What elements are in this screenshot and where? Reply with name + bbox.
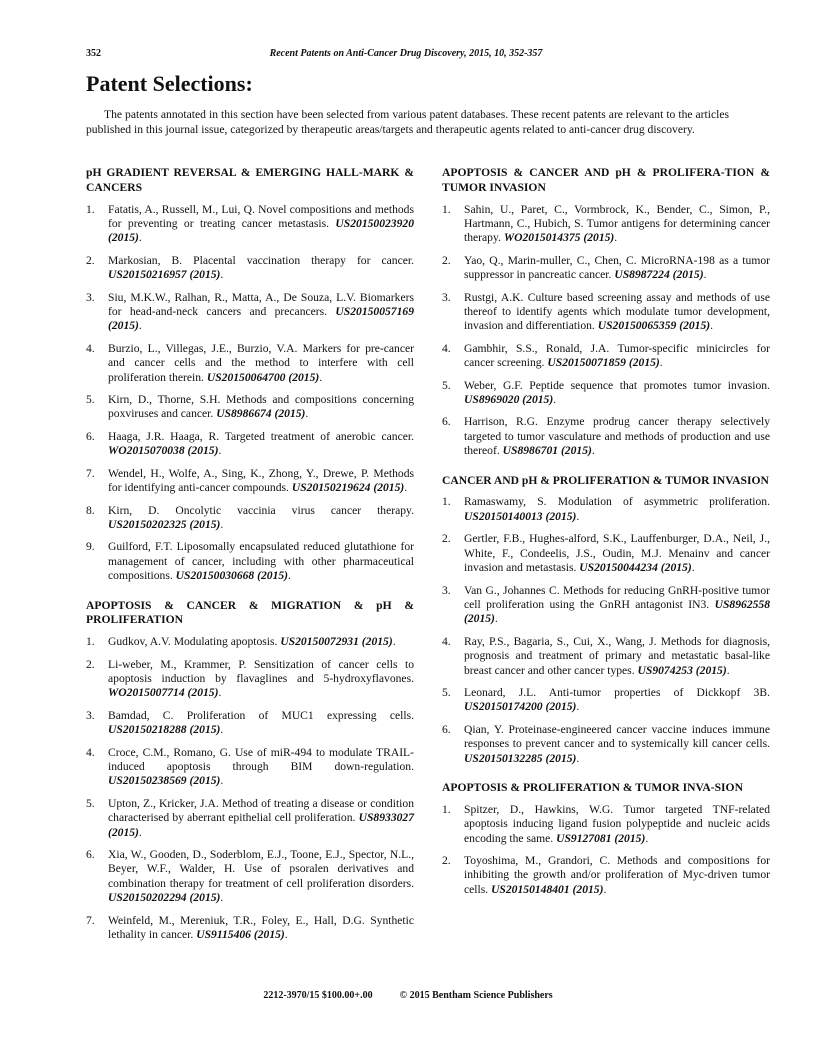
patent-number: US20150044234 (2015) [579,561,692,575]
entry-number: 2. [442,854,451,867]
entry-number: 5. [442,685,451,699]
patent-number: US20150202325 (2015) [108,517,221,531]
entry-citation: Harrison, R.G. Enzyme prodrug cancer therapy selectively targeted to tumor vasculature and methods of production and use thereof. [464,415,770,458]
entry-number: 3. [86,708,95,722]
patent-number: US8962558 (2015) [464,597,771,626]
patent-number: US20150238569 (2015) [108,774,221,788]
running-header [86,48,726,62]
issn-price: 2212-3970/15 $100.00+.00 [263,990,373,1001]
entry-number: 5. [442,378,451,392]
patent-entry: 1. Sahin, U., Paret, C., Vormbrock, K., Bender, C., Simon, P., Hartmann, C., Hubich, S. Tumor antigens for determining cancer therapy. WO2015014375 (2015). [442,202,770,245]
entry-citation: Upton, Z., Kricker, J.A. Method of treating a disease or condition characterised by aberrant epithelial cell proliferation. [108,796,414,825]
patent-number: US20150057169 (2015) [108,305,414,333]
patent-entry: 5. Upton, Z., Kricker, J.A. Method of treating a disease or condition characterised by aberrant epithelial cell proliferation. US8933027 (2015). [86,796,415,839]
patent-entry: 4. Croce, C.M., Romano, G. Use of miR-494 to modulate TRAIL-induced apoptosis through BIM down-regulation. US20150238569 (2015). [86,745,414,788]
entry-citation: Croce, C.M., Romano, G. Use of miR-494 to modulate TRAIL-induced apoptosis through BIM down-regulation. [108,745,414,773]
entry-number: 1. [86,202,95,216]
page-number: 352 [86,48,101,59]
patent-number: US9127081 (2015) [556,831,646,845]
patent-entry: 7. Wendel, H., Wolfe, A., Sing, K., Zhong, Y., Drewe, P. Methods for identifying anti-cancer compounds. US20150219624 (2015). [86,466,414,495]
page-title: Patent Selections: [86,71,253,96]
patent-number: US20150216957 (2015) [108,268,221,282]
entry-number: 4. [86,341,95,355]
entry-citation: Wendel, H., Wolfe, A., Sing, K., Zhong, Y., Drewe, P. Methods for identifying anti-cancer compounds. [108,466,414,495]
section-heading: APOPTOSIS & CANCER & MIGRATION & pH & PROLIFERATION [86,598,414,627]
patent-number: US8986701 (2015) [502,444,592,458]
patent-number: US20150218288 (2015) [108,723,221,737]
entry-citation: Weinfeld, M., Mereniuk, T.R., Foley, E., Hall, D.G. Synthetic lethality in cancer. [108,913,414,942]
right-column [442,166,770,912]
patent-number: US20150174200 (2015) [464,700,577,714]
patent-entry: 2. Li-weber, M., Krammer, P. Sensitization of cancer cells to apoptosis induction by flavaglines and 5-hydroxyflavones. WO2015007714 (2015). [86,657,414,700]
entry-number: 4. [442,634,451,648]
patent-number: US20150148401 (2015) [491,882,604,896]
patent-number: US20150064700 (2015) [206,370,320,384]
patent-section [86,166,414,584]
entry-citation: Li-weber, M., Krammer, P. Sensitization of cancer cells to apoptosis induction by flavaglines and 5-hydroxyflavones. [108,657,414,685]
entry-number: 9. [86,540,95,554]
entry-number: 1. [442,495,451,509]
patent-entry: 6. Qian, Y. Proteinase-engineered cancer vaccine induces immune responses to prevent cancer and to systemically kill cancer cells. US20150132285 (2015). [442,722,770,765]
patent-number: WO2015070038 (2015) [108,444,219,458]
entry-citation: Ray, P.S., Bagaria, S., Cui, X., Wang, J. Methods for diagnosis, prognosis and treatment of primary and metastatic basal-like breast cancer and other cancer types. [464,634,770,677]
entry-number: 6. [442,722,451,736]
patent-section [86,599,414,943]
entry-number: 4. [442,341,451,355]
patent-number: US20150072931 (2015) [280,635,393,649]
entry-citation: Gambhir, S.S., Ronald, J.A. Tumor-specific minicircles for cancer screening. [464,341,770,370]
patent-list [86,635,414,942]
entry-number: 5. [86,796,95,810]
patent-entry: 3. Rustgi, A.K. Culture based screening assay and methods of use thereof to identify agents which modulate tumor development, invasion and differentiation. US20150065359 (2015). [442,290,770,333]
patent-section [442,474,770,766]
patent-entry: 2. Toyoshima, M., Grandori, C. Methods and compositions for inhibiting the growth and/or proliferation of Myc-driven tumor cells. US20150148401 (2015). [442,854,770,896]
patent-entry: 8. Kirn, D. Oncolytic vaccinia virus cancer therapy. US20150202325 (2015). [86,503,414,531]
entry-citation: Fatatis, A., Russell, M., Lui, Q. Novel compositions and methods for preventing or treating cancer metastasis. [108,202,414,230]
entry-number: 3. [442,583,451,597]
patent-entry: 1. Fatatis, A., Russell, M., Lui, Q. Novel compositions and methods for preventing or treating cancer metastasis. US20150023920 (2015). [86,202,414,245]
patent-entry: 6. Harrison, R.G. Enzyme prodrug cancer therapy selectively targeted to tumor vasculature and methods of production and use thereof. US8986701 (2015). [442,415,770,458]
entry-number: 2. [86,253,95,267]
patent-entry: 2. Markosian, B. Placental vaccination therapy for cancer. US20150216957 (2015). [86,253,414,282]
patent-entry: 5. Weber, G.F. Peptide sequence that promotes tumor invasion. US8969020 (2015). [442,378,770,407]
patent-list [442,495,770,766]
patent-entry: 6. Haaga, J.R. Haaga, R. Targeted treatment of anerobic cancer. WO2015070038 (2015). [86,429,414,458]
patent-number: US20150023920 (2015) [108,217,414,245]
patent-entry: 1. Gudkov, A.V. Modulating apoptosis. US20150072931 (2015). [86,635,396,649]
entry-number: 5. [86,393,95,407]
journal-citation: Recent Patents on Anti-Cancer Drug Discovery, 2015, 10, 352-357 [269,48,543,59]
entry-number: 7. [86,466,95,480]
entry-number: 6. [442,415,451,429]
section-heading: pH GRADIENT REVERSAL & EMERGING HALL-MARK & CANCERS [86,166,414,194]
entry-number: 8. [86,503,95,517]
entry-number: 2. [442,253,451,267]
patent-entry: 2. Yao, Q., Marin-muller, C., Chen, C. MicroRNA-198 as a tumor suppressor in pancreatic cancer. US8987224 (2015). [442,253,770,282]
patent-list [442,803,770,897]
patent-number: US20150065359 (2015) [597,319,711,333]
patent-entry: 4. Ray, P.S., Bagaria, S., Cui, X., Wang, J. Methods for diagnosis, prognosis and treatment of primary and metastatic basal-like breast cancer and other cancer types. US9074253 (2015). [442,634,770,677]
copyright-notice: © 2015 Bentham Science Publishers [399,990,553,1001]
entry-citation: Sahin, U., Paret, C., Vormbrock, K., Bender, C., Simon, P., Hartmann, C., Hubich, S. Tumor antigens for determining cancer therapy. [464,202,770,245]
patent-number: US20150202294 (2015) [108,891,221,905]
entry-number: 6. [86,848,95,861]
entry-number: 7. [86,913,95,927]
entry-citation: Gudkov, A.V. Modulating apoptosis. [108,635,278,649]
patent-section [442,781,770,897]
entry-citation: Gertler, F.B., Hughes-alford, S.K., Lauffenburger, D.A., Neil, J., White, F., Condeelis, J.S., Oudin, M.J. Menainv and cancer invasion and metastasis. [464,532,770,575]
patent-number: US9074253 (2015) [637,663,727,677]
entry-citation: Guilford, F.T. Liposomally encapsulated reduced glutathione for management of cancer, including with other pharmaceutical compositions. [108,540,414,583]
patent-number: US8986674 (2015) [216,407,306,421]
section-heading: APOPTOSIS & PROLIFERATION & TUMOR INVA-SION [442,780,743,794]
patent-entry: 1. Spitzer, D., Hawkins, W.G. Tumor targeted TNF-related apoptosis inducing ligand fusion polypeptide and nucleic acids encoding the same. US9127081 (2015). [442,802,770,845]
intro-paragraph: The patents annotated in this section have been selected from various patent databases. These recent patents are relevant to the articles published in this journal issue, categorized by therapeutic areas/targets and therapeutic agents related to anti-cancer drug discovery. [86,108,729,136]
entry-citation: Weber, G.F. Peptide sequence that promotes tumor invasion. [464,378,770,392]
patent-entry: 5. Leonard, J.L. Anti-tumor properties of Dickkopf 3B. US20150174200 (2015). [442,685,770,714]
patent-number: US20150030668 (2015) [175,569,289,583]
patent-number: US20150071859 (2015) [547,356,660,370]
patent-number: US8969020 (2015) [464,393,554,407]
section-heading: APOPTOSIS & CANCER AND pH & PROLIFERA-TION & TUMOR INVASION [442,166,770,194]
entry-number: 3. [86,290,95,304]
entry-citation: Bamdad, C. Proliferation of MUC1 expressing cells. [108,708,414,722]
patent-number: US20150219624 (2015) [291,481,405,495]
patent-entry: 3. Van G., Johannes C. Methods for reducing GnRH-positive tumor cell proliferation using the GnRH antagonist IN3. US8962558 (2015). [442,583,771,626]
patent-entry: 3. Siu, M.K.W., Ralhan, R., Matta, A., De Souza, L.V. Biomarkers for head-and-neck cancers and precancers. US20150057169 (2015). [86,290,414,333]
section-heading: CANCER AND pH & PROLIFERATION & TUMOR INVASION [442,473,769,487]
entry-number: 1. [442,802,451,816]
entry-citation: Kirn, D. Oncolytic vaccinia virus cancer therapy. [108,503,414,517]
patent-number: US8933027 (2015) [108,811,415,839]
entry-citation: Toyoshima, M., Grandori, C. Methods and compositions for inhibiting the growth and/or proliferation of Myc-driven tumor cells. [464,854,770,896]
patent-entry: 6. Xia, W., Gooden, D., Soderblom, E.J., Toone, E.J., Spector, N.L., Beyer, W.F., Walder, H. Use of psoralen derivatives and combination therapy for treatment of cell proliferation disorders. US20150202294 (2015). [86,848,414,905]
entry-citation: Spitzer, D., Hawkins, W.G. Tumor targeted TNF-related apoptosis inducing ligand fusion polypeptide and nucleic acids encoding the same. [464,802,770,845]
entry-number: 3. [442,290,451,304]
patent-number: US9115406 (2015) [196,928,285,942]
left-column [86,166,414,957]
patent-entry: 7. Weinfeld, M., Mereniuk, T.R., Foley, E., Hall, D.G. Synthetic lethality in cancer. US9115406 (2015). [86,913,414,942]
entry-number: 4. [86,745,95,759]
entry-citation: Leonard, J.L. Anti-tumor properties of Dickkopf 3B. [464,685,770,699]
patent-entry: 4. Gambhir, S.S., Ronald, J.A. Tumor-specific minicircles for cancer screening. US20150071859 (2015). [442,341,770,370]
patent-number: US20150140013 (2015) [464,509,577,523]
entry-number: 2. [442,532,451,546]
patent-section [442,166,770,459]
patent-entry: 2. Gertler, F.B., Hughes-alford, S.K., Lauffenburger, D.A., Neil, J., White, F., Condeelis, J.S., Oudin, M.J. Menainv and cancer invasion and metastasis. US20150044234 (2015). [442,532,770,575]
entry-number: 1. [442,202,451,216]
entry-citation: Xia, W., Gooden, D., Soderblom, E.J., Toone, E.J., Spector, N.L., Beyer, W.F., Walder, H. Use of psoralen derivatives and combination therapy for treatment of cell proliferation disorders. [108,848,414,890]
patent-number: WO2015007714 (2015) [108,686,219,700]
entry-citation: Burzio, L., Villegas, J.E., Burzio, V.A. Markers for pre-cancer and cancer cells and the method to interfere with cell proliferation therein. [108,341,414,384]
entry-citation: Van G., Johannes C. Methods for reducing GnRH-positive tumor cell proliferation using the GnRH antagonist IN3. [464,583,770,611]
entry-citation: Kirn, D., Thorne, S.H. Methods and compositions concerning poxviruses and cancer. [108,393,414,421]
entry-citation: Markosian, B. Placental vaccination therapy for cancer. [108,253,414,267]
entry-number: 6. [86,429,95,443]
patent-list [86,203,414,584]
entry-citation: Qian, Y. Proteinase-engineered cancer vaccine induces immune responses to prevent cancer and to systemically kill cancer cells. [464,722,770,751]
entry-number: 1. [86,635,95,649]
entry-number: 2. [86,657,95,671]
patent-number: WO2015014375 (2015) [503,231,615,245]
patent-entry: 1. Ramaswamy, S. Modulation of asymmetric proliferation. US20150140013 (2015). [442,495,770,523]
patent-list [442,203,770,459]
page-footer [0,990,816,1001]
patent-entry: 4. Burzio, L., Villegas, J.E., Burzio, V.A. Markers for pre-cancer and cancer cells and the method to interfere with cell proliferation therein. US20150064700 (2015). [86,341,414,384]
entry-citation: Yao, Q., Marin-muller, C., Chen, C. MicroRNA-198 as a tumor suppressor in pancreatic cancer. [464,253,770,282]
entry-citation: Siu, M.K.W., Ralhan, R., Matta, A., De Souza, L.V. Biomarkers for head-and-neck cancers and precancers. [108,290,414,319]
patent-entry: 5. Kirn, D., Thorne, S.H. Methods and compositions concerning poxviruses and cancer. US8986674 (2015). [86,393,414,421]
patent-entry: 3. Bamdad, C. Proliferation of MUC1 expressing cells. US20150218288 (2015). [86,708,414,737]
patent-number: US8987224 (2015) [614,268,704,282]
entry-citation: Haaga, J.R. Haaga, R. Targeted treatment of anerobic cancer. [108,429,414,443]
patent-number: US20150132285 (2015) [464,751,577,765]
patent-entry: 9. Guilford, F.T. Liposomally encapsulated reduced glutathione for management of cancer, including with other pharmaceutical compositions. US20150030668 (2015). [86,540,414,583]
entry-citation: Ramaswamy, S. Modulation of asymmetric proliferation. [464,495,770,509]
entry-citation: Rustgi, A.K. Culture based screening assay and methods of use thereof to identify agents which modulate tumor development, invasion and differentiation. [464,290,770,333]
